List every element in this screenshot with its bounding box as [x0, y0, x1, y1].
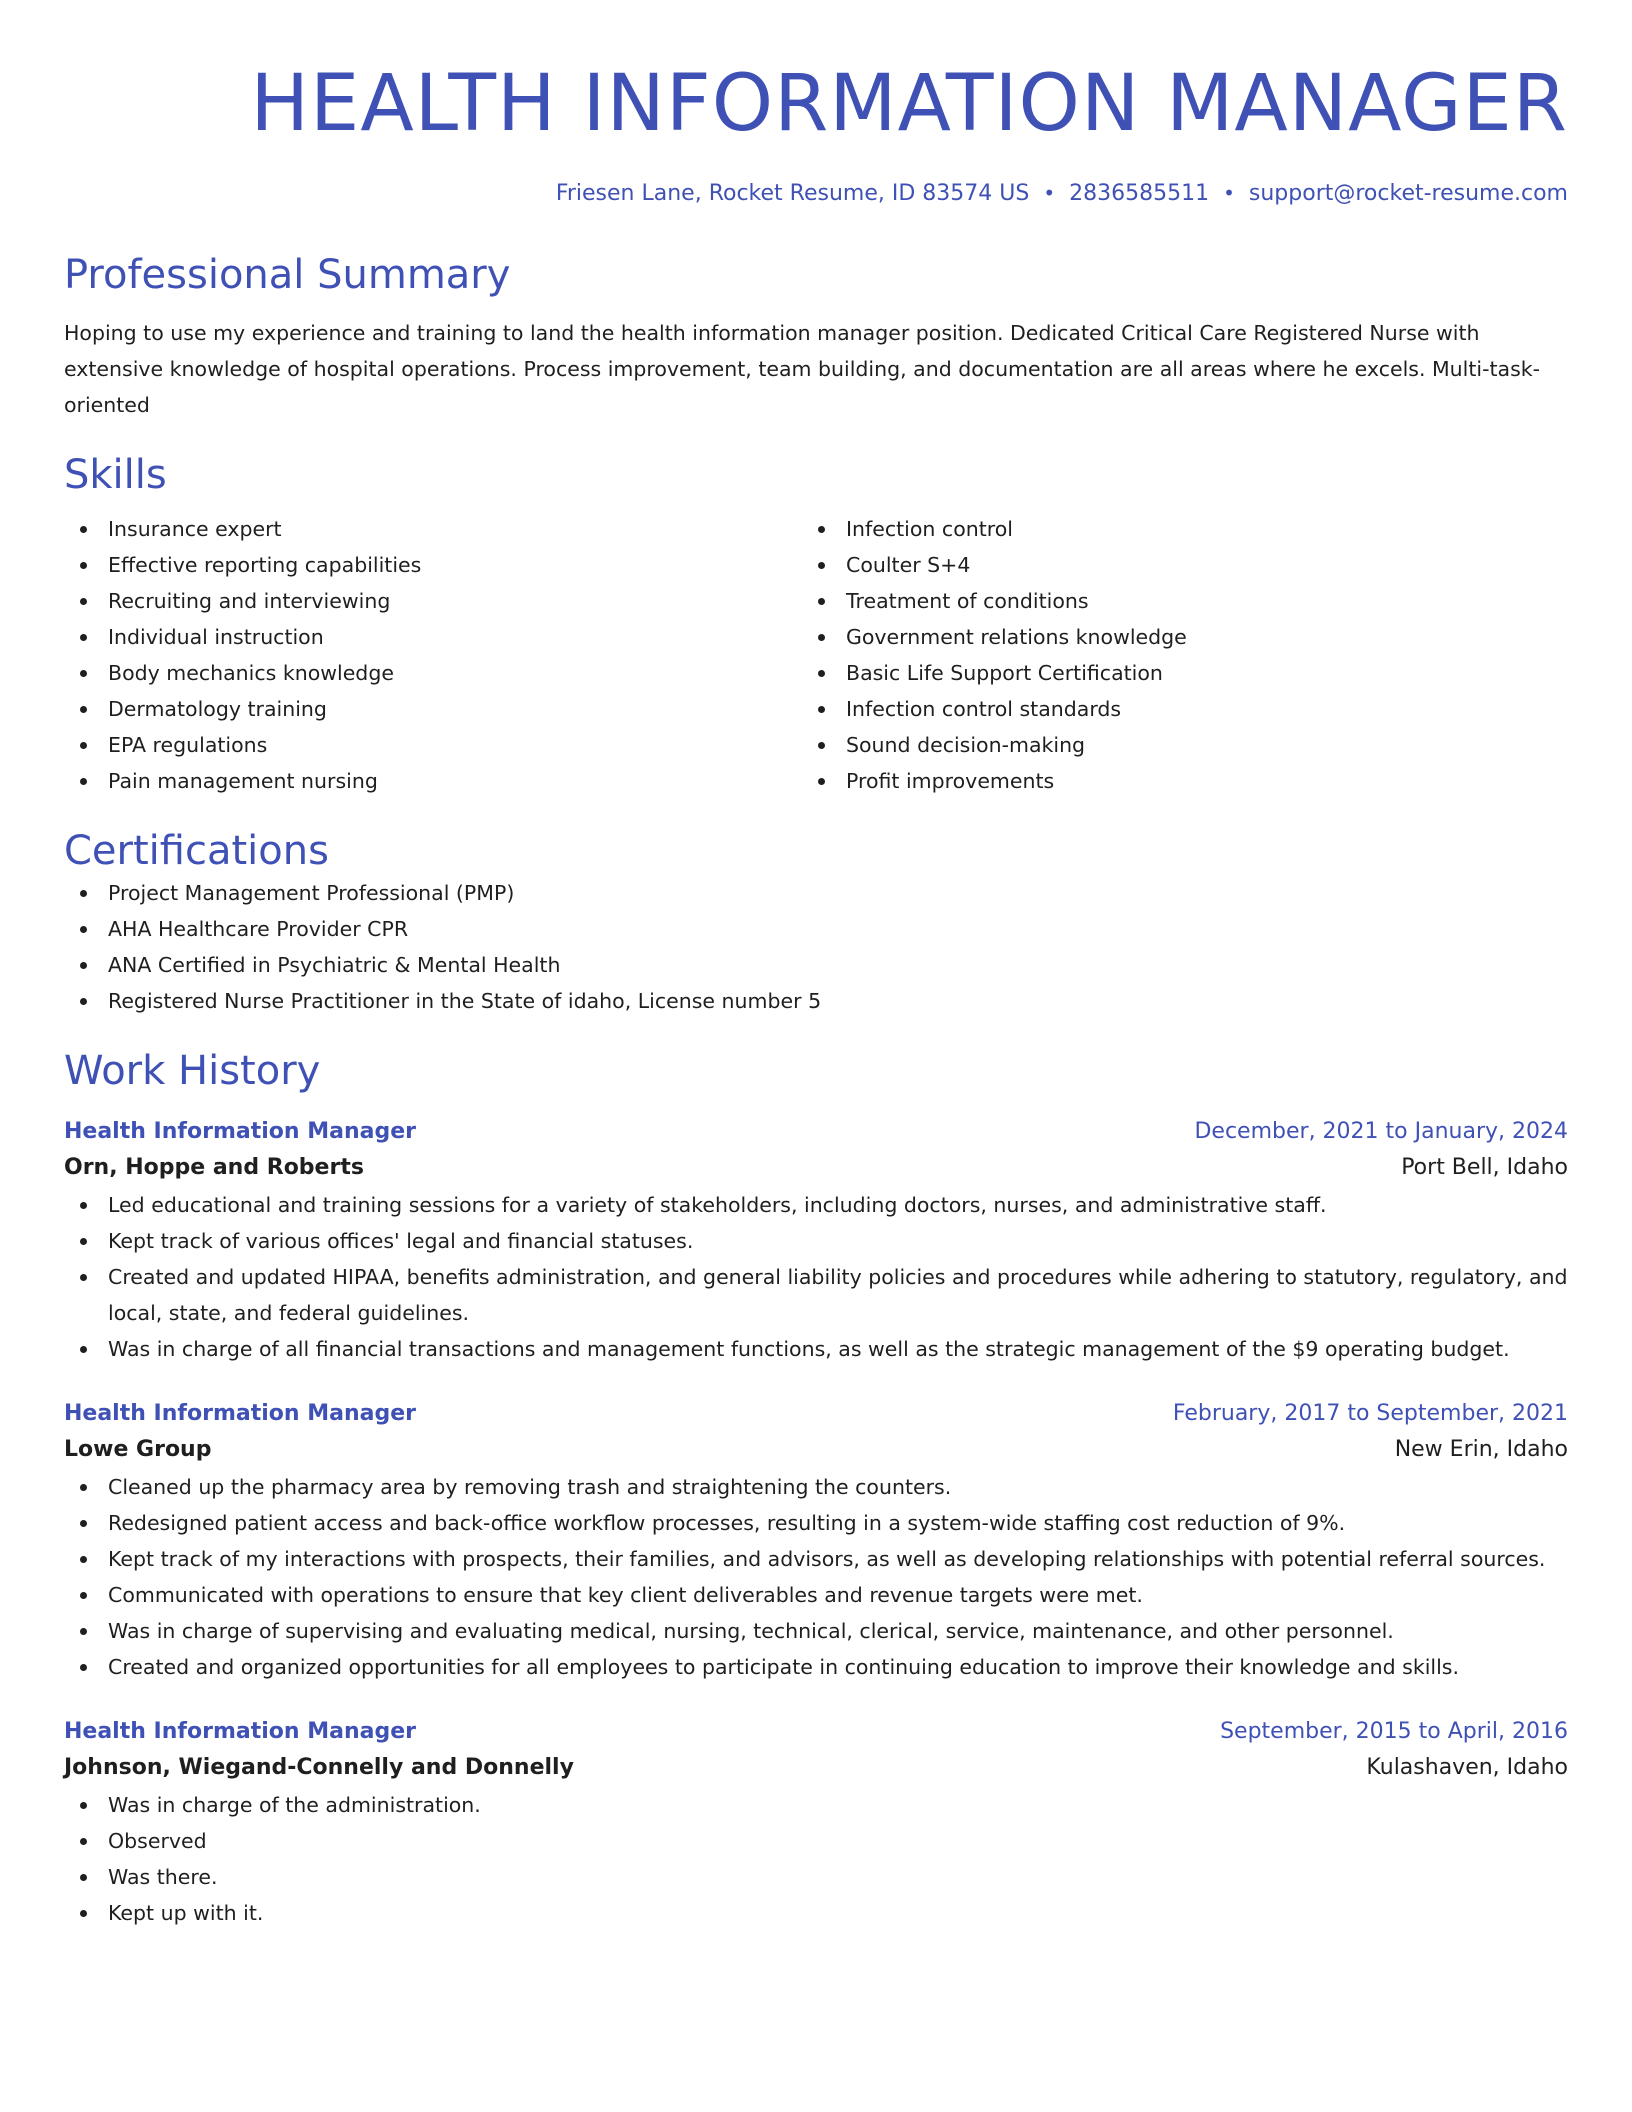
skills-list [64, 511, 1568, 799]
job-title: Health Information Manager [64, 1119, 416, 1144]
job-location: Port Bell, Idaho [1401, 1155, 1568, 1180]
certifications-list [64, 875, 1568, 1019]
summary-text: Hoping to use my experience and training to land the health information manager position. Dedicated Critical Care Registered Nurse with extensive knowledge of hospital operations. Process improvement, team building, and documentation are all areas where he excels. Multi-task-oriented [64, 321, 1541, 417]
job-entry [64, 1397, 1568, 1685]
list-item: Communicated with operations to ensure that key client deliverables and revenue targets were met. [64, 1577, 1568, 1613]
job-title: Health Information Manager [64, 1719, 416, 1744]
phone: 2836585511 [1069, 181, 1210, 206]
list-item: Project Management Professional (PMP) [64, 875, 1568, 911]
list-item: Body mechanics knowledge [64, 655, 802, 691]
list-item: Insurance expert [64, 511, 802, 547]
list-item: Created and organized opportunities for all employees to participate in continuing education to improve their knowledge and skills. [64, 1649, 1568, 1685]
certifications-heading: Certifications [64, 828, 329, 874]
list-item: Infection control standards [802, 691, 1540, 727]
job-entry [64, 1115, 1568, 1367]
list-item: Coulter S+4 [802, 547, 1540, 583]
resume-header [64, 56, 1568, 209]
work-history-heading: Work History [64, 1048, 321, 1094]
skills-column-right [802, 511, 1540, 799]
list-item: Infection control [802, 511, 1540, 547]
company-name: Orn, Hoppe and Roberts [64, 1155, 364, 1180]
job-entry [64, 1715, 1568, 1931]
email: support@rocket-resume.com [1248, 181, 1568, 206]
list-item: Sound decision-making [802, 727, 1540, 763]
list-item: Was in charge of the administration. [64, 1787, 1568, 1823]
job-location: Kulashaven, Idaho [1366, 1755, 1568, 1780]
list-item: Effective reporting capabilities [64, 547, 802, 583]
list-item: Profit improvements [802, 763, 1540, 799]
list-item: Observed [64, 1823, 1568, 1859]
list-item: Treatment of conditions [802, 583, 1540, 619]
job-header-row [64, 1715, 1568, 1749]
job-company-row [64, 1749, 1568, 1787]
job-header-row [64, 1397, 1568, 1431]
list-item: Was there. [64, 1859, 1568, 1895]
job-duties-list [64, 1787, 1568, 1931]
list-item: Registered Nurse Practitioner in the State of idaho, License number 5 [64, 983, 1568, 1019]
list-item: EPA regulations [64, 727, 802, 763]
list-item: Kept track of various offices' legal and financial statuses. [64, 1223, 1568, 1259]
list-item: ANA Certified in Psychiatric & Mental Health [64, 947, 1568, 983]
list-item: Redesigned patient access and back-office workflow processes, resulting in a system-wide staffing cost reduction of 9%. [64, 1505, 1568, 1541]
list-item: Created and updated HIPAA, benefits administration, and general liability policies and procedures while adhering to statutory, regulatory, and local, state, and federal guidelines. [64, 1259, 1568, 1331]
job-company-row [64, 1149, 1568, 1187]
list-item: Was in charge of all financial transactions and management functions, as well as the strategic management of the $9 operating budget. [64, 1331, 1568, 1367]
list-item: Pain management nursing [64, 763, 802, 799]
company-name: Lowe Group [64, 1437, 212, 1462]
skills-heading: Skills [64, 452, 167, 498]
list-item: AHA Healthcare Provider CPR [64, 911, 1568, 947]
list-item: Dermatology training [64, 691, 802, 727]
list-item: Government relations knowledge [802, 619, 1540, 655]
job-dates: December, 2021 to January, 2024 [1194, 1119, 1568, 1144]
list-item: Led educational and training sessions for a variety of stakeholders, including doctors, nurses, and administrative staff. [64, 1187, 1568, 1223]
job-company-row [64, 1431, 1568, 1469]
job-header-row [64, 1115, 1568, 1149]
job-dates: February, 2017 to September, 2021 [1172, 1401, 1568, 1426]
list-item: Individual instruction [64, 619, 802, 655]
skills-column-left [64, 511, 802, 799]
list-item: Kept up with it. [64, 1895, 1568, 1931]
list-item: Recruiting and interviewing [64, 583, 802, 619]
list-item: Was in charge of supervising and evaluating medical, nursing, technical, clerical, service, maintenance, and other personnel. [64, 1613, 1568, 1649]
contact-separator: • [1223, 181, 1235, 205]
company-name: Johnson, Wiegand-Connelly and Donnelly [64, 1755, 574, 1780]
job-duties-list [64, 1187, 1568, 1367]
address: Friesen Lane, Rocket Resume, ID 83574 US [555, 181, 1030, 206]
job-title: Health Information Manager [64, 1401, 416, 1426]
contact-line [64, 178, 1568, 209]
list-item: Basic Life Support Certification [802, 655, 1540, 691]
list-item: Kept track of my interactions with prospects, their families, and advisors, as well as developing relationships with potential referral sources. [64, 1541, 1568, 1577]
job-dates: September, 2015 to April, 2016 [1220, 1719, 1568, 1744]
list-item: Cleaned up the pharmacy area by removing trash and straightening the counters. [64, 1469, 1568, 1505]
summary-heading: Professional Summary [64, 252, 511, 298]
candidate-name: HEALTH INFORMATION MANAGER [250, 59, 1568, 149]
job-duties-list [64, 1469, 1568, 1685]
job-location: New Erin, Idaho [1394, 1437, 1568, 1462]
contact-separator: • [1043, 181, 1056, 205]
